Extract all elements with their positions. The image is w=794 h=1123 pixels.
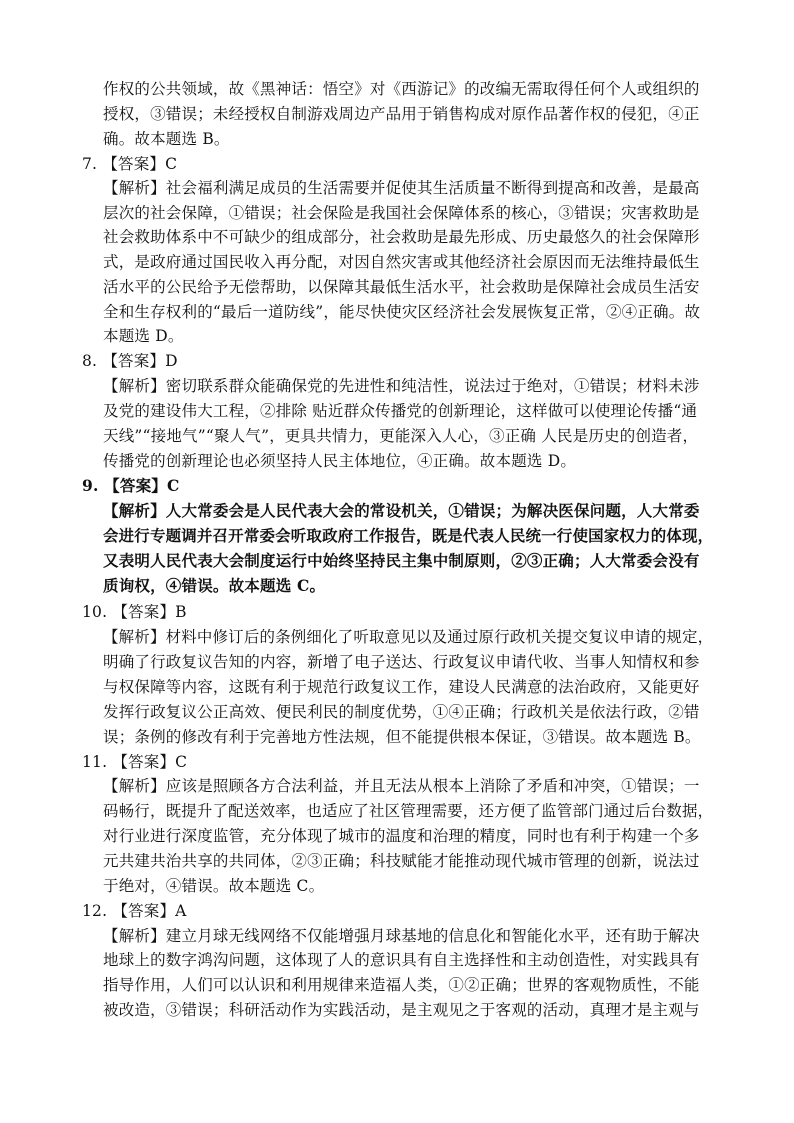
- text-line: 【解析】建立月球无线网络不仅能增强月球基地的信息化和智能化水平，还有助于解决: [103, 927, 700, 945]
- text-line: 被改造，③错误；科研活动作为实践活动，是主观见之于客观的活动，真理才是主观与: [103, 1001, 700, 1019]
- text-line: 码畅行，既提升了配送效率，也适应了社区管理需要，还方便了监管部门通过后台数据，: [103, 802, 714, 820]
- text-line: 于绝对，④错误。故本题选 C。: [103, 877, 325, 895]
- text-line: 授权，③错误；未经授权自制游戏周边产品用于销售构成对原作品著作权的侵犯，④正: [103, 105, 700, 123]
- answer-7-heading: 7. 【答案】C: [82, 155, 178, 173]
- answer-9-heading: 9. 【答案】C: [82, 476, 180, 495]
- text-line: 【解析】应该是照顾各方合法利益，并且无法从根本上消除了矛盾和冲突，①错误；一: [103, 777, 700, 795]
- text-line: 确。故本题选 B。: [103, 130, 230, 148]
- text-line: 层次的社会保障，①错误；社会保险是我国社会保障体系的核心，③错误；灾害救助是: [103, 204, 700, 222]
- text-line: 天线”“接地气”“聚人气”，更具共情力，更能深入人心，③正确 人民是历史的创造者，: [103, 427, 699, 445]
- text-line: 活水平的公民给予无偿帮助，以保障其最低生活水平，社会救助是保障社会成员生活安: [103, 278, 700, 296]
- text-line: 社会救助体系中不可缺少的组成部分，社会救助是最先形成、历史最悠久的社会保障形: [103, 228, 700, 246]
- text-line: 元共建共治共享的共同体，②③正确；科技赋能才能推动现代城市管理的创新，说法过: [103, 852, 700, 870]
- text-line: 地球上的数字鸿沟问题，这体现了人的意识具有自主选择性和主动创造性，对实践具有: [103, 951, 700, 969]
- answer-12-heading: 12. 【答案】A: [82, 902, 187, 920]
- text-line: 又表明人民代表大会制度运行中始终坚持民主集中制原则，②③正确；人大常委会没有: [103, 551, 700, 570]
- text-line: 作权的公共领域，故《黑神话：悟空》对《西游记》的改编无需取得任何个人或组织的: [103, 80, 700, 98]
- text-line: 发挥行政复议公正高效、便民利民的制度优势，①④正确；行政机关是依法行政，②错: [103, 703, 700, 721]
- text-line: 误；条例的修改有利于完善地方性法规，但不能提供根本保证，③错误。故本题选 B。: [103, 728, 701, 746]
- text-line: 【解析】密切联系群众能确保党的先进性和纯洁性，说法过于绝对，①错误；材料未涉: [103, 377, 700, 395]
- text-line: 及党的建设伟大工程，②排除 贴近群众传播党的创新理论，这样做可以使理论传播“通: [103, 402, 698, 420]
- text-line: 指导作用，人们可以认识和利用规律来造福人类，①②正确；世界的客观物质性，不能: [103, 976, 700, 994]
- text-line: 明确了行政复议告知的内容，新增了电子送达、行政复议申请代收、当事人知情权和参: [103, 653, 700, 671]
- text-line: 本题选 D。: [103, 327, 184, 345]
- answer-8-heading: 8. 【答案】D: [82, 352, 178, 370]
- text-line: 式，是政府通过国民收入再分配，对因自然灾害或其他经济社会原因而无法维持最低生: [103, 253, 700, 271]
- text-line: 质询权，④错误。故本题选 C。: [103, 576, 326, 595]
- text-line: 与权保障等内容，这既有利于规范行政复议工作，建设人民满意的法治政府，又能更好: [103, 678, 700, 696]
- text-line: 【解析】社会福利满足成员的生活需要并促使其生活质量不断得到提高和改善，是最高: [103, 179, 700, 197]
- text-line: 传播党的创新理论也必须坚持人民主体地位，④正确。故本题选 D。: [103, 452, 577, 470]
- text-line: 全和生存权利的“最后一道防线”，能尽快使灾区经济社会发展恢复正常，②④正确。故: [103, 303, 701, 321]
- text-line: 【解析】材料中修订后的条例细化了听取意见以及通过原行政机关提交复议申请的规定，: [103, 628, 714, 646]
- answer-10-heading: 10. 【答案】B: [82, 603, 187, 621]
- answer-11-heading: 11. 【答案】C: [82, 753, 188, 771]
- text-line: 【解析】人大常委会是人民代表大会的常设机关，①错误；为解决医保问题，人大常委: [103, 501, 700, 520]
- text-line: 会进行专题调并召开常委会听取政府工作报告，既是代表人民统一行使国家权力的体现，: [103, 526, 714, 545]
- text-line: 对行业进行深度监管，充分体现了城市的温度和治理的精度，同时也有利于构建一个多: [103, 827, 700, 845]
